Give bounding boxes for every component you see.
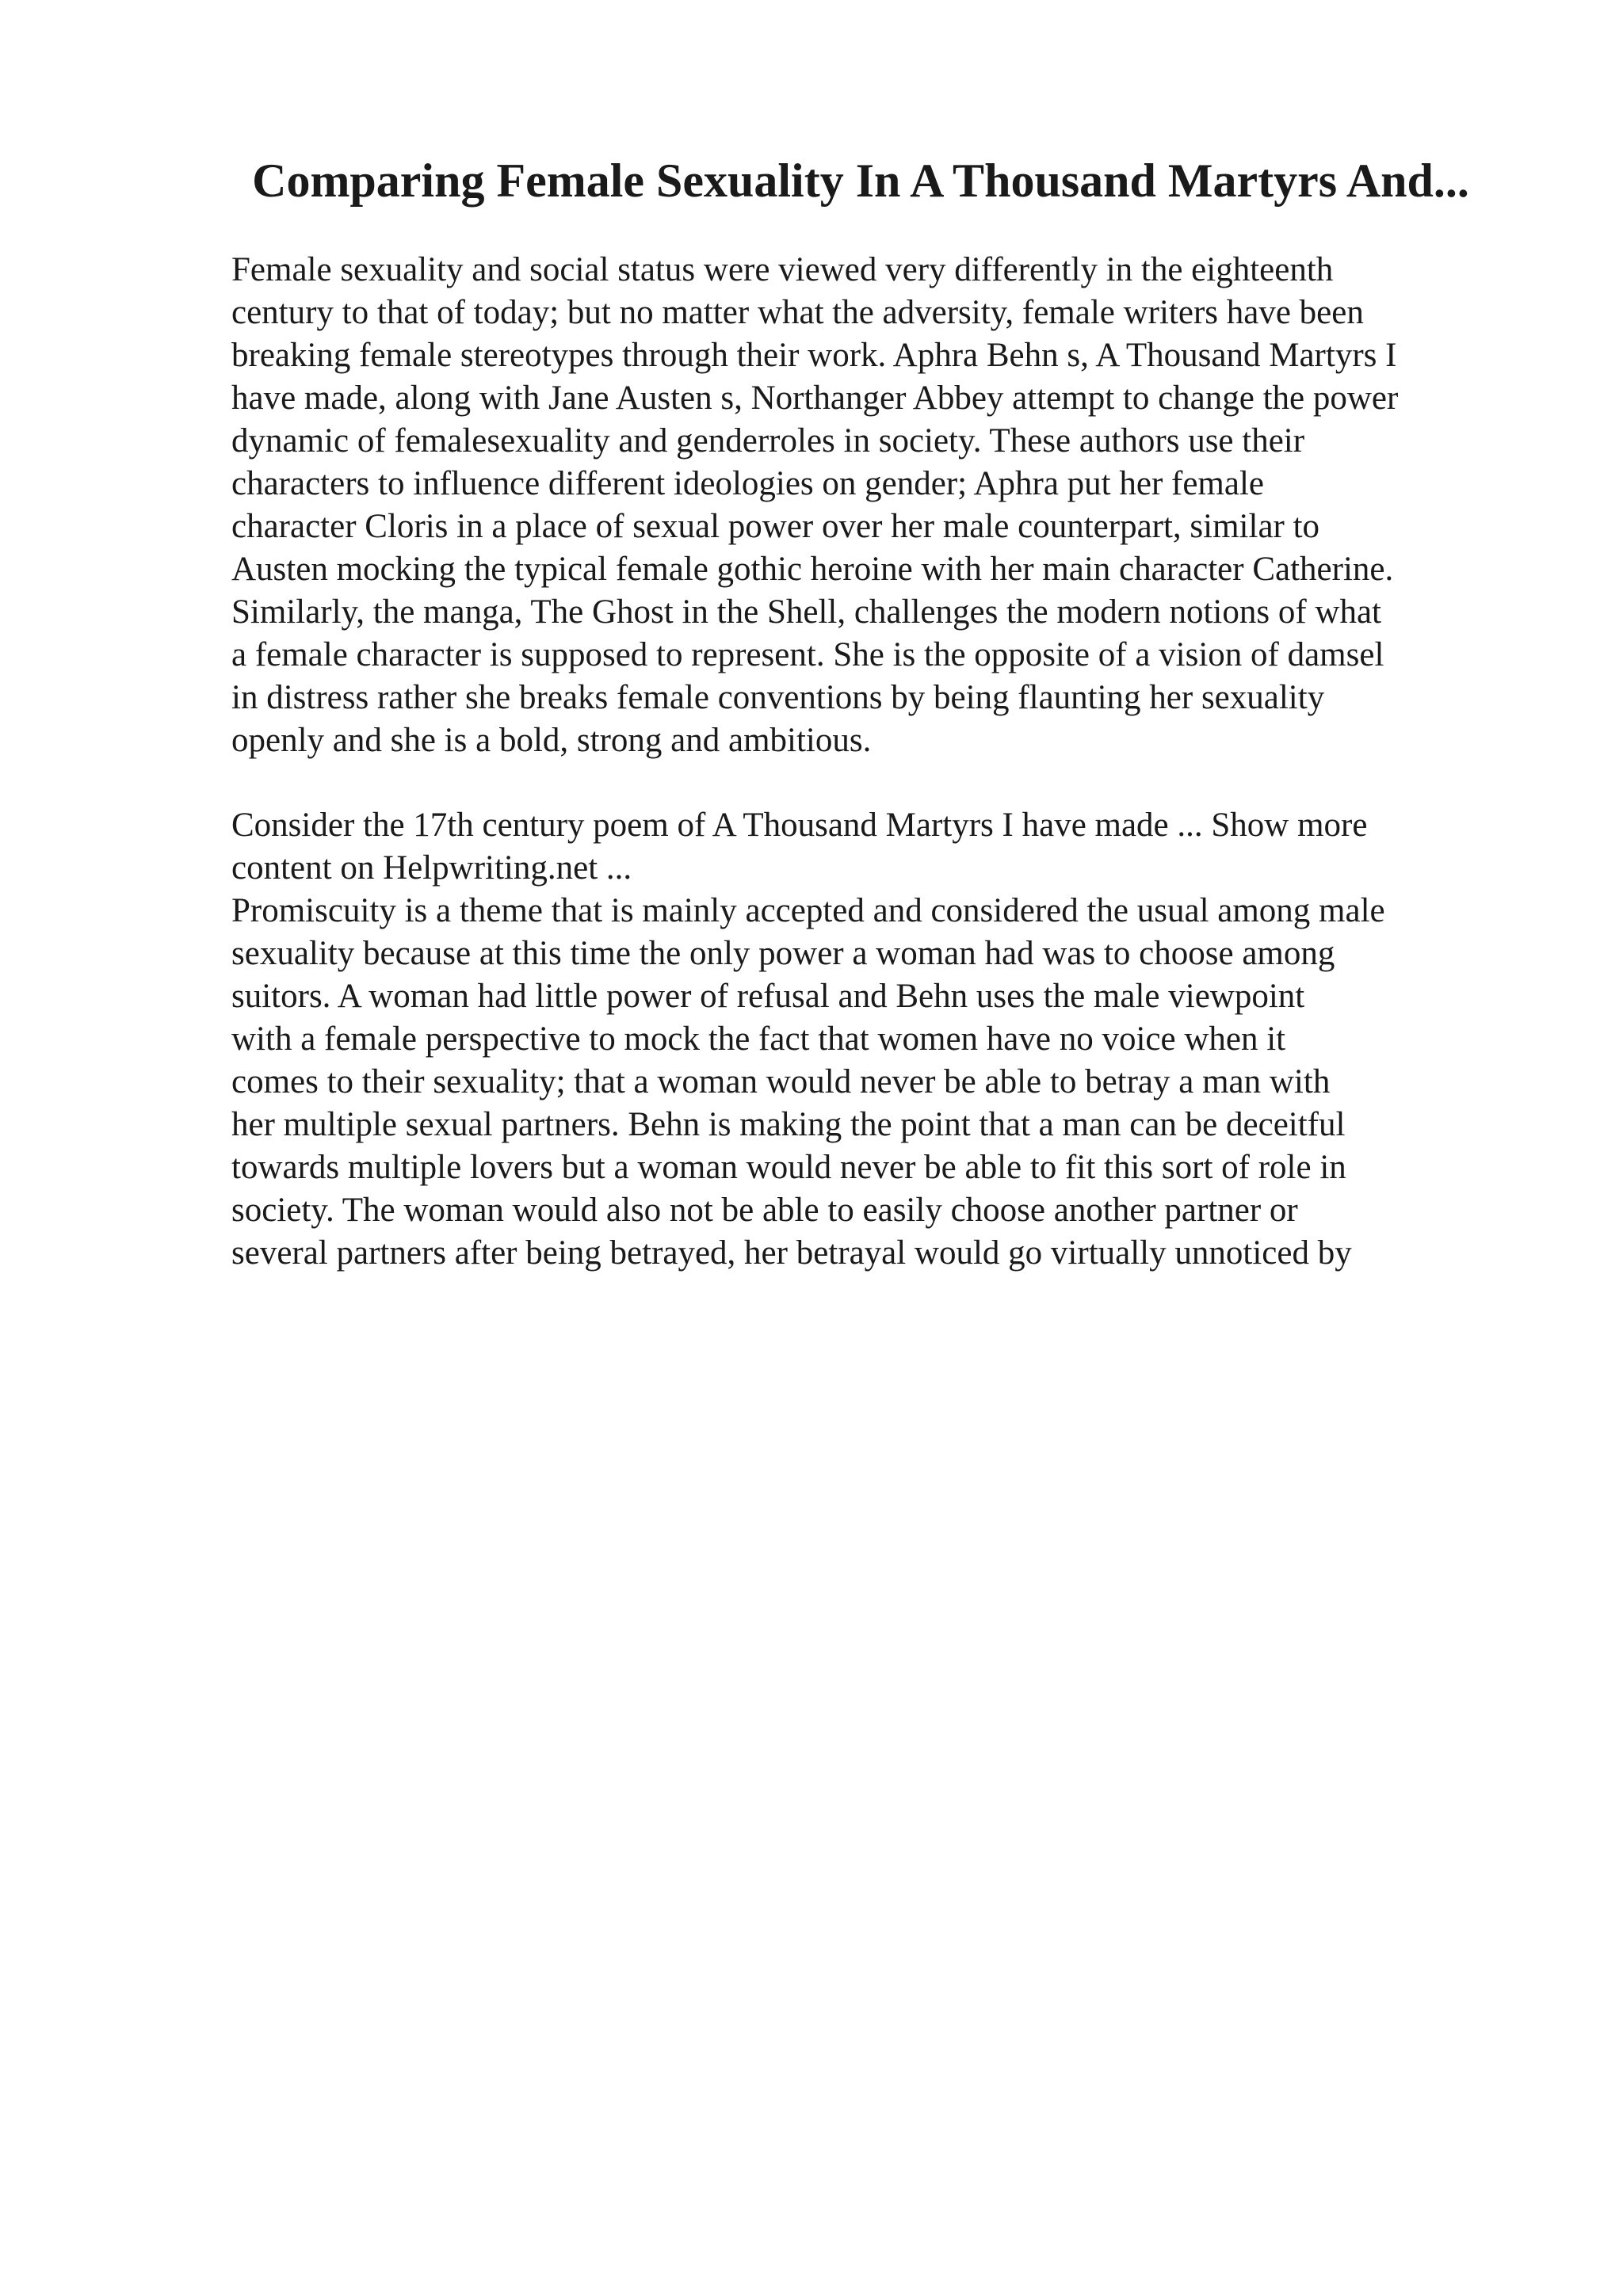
paragraph-show-more — [231, 804, 1594, 890]
text-line: Promiscuity is a theme that is mainly accepted and considered the usual among male — [231, 892, 1385, 929]
text-line: several partners after being betrayed, her betrayal would go virtually unnoticed by — [231, 1234, 1352, 1272]
text-line: Female sexuality and social status were viewed very differently in the eighteenth — [231, 251, 1334, 288]
text-line: character Cloris in a place of sexual power over her male counterpart, similar to — [231, 508, 1320, 545]
text-line: dynamic of femalesexuality and genderroles in society. These authors use their — [231, 422, 1305, 460]
text-line: towards multiple lovers but a woman would never be able to fit this sort of role in — [231, 1149, 1346, 1186]
text-line: sexuality because at this time the only power a woman had was to choose among — [231, 935, 1335, 972]
text-line: Austen mocking the typical female gothic heroine with her main character Catherine. — [231, 551, 1394, 588]
text-line: century to that of today; but no matter what the adversity, female writers have been — [231, 294, 1364, 331]
text-line: have made, along with Jane Austen s, Northanger Abbey attempt to change the power — [231, 379, 1399, 417]
text-line: breaking female stereotypes through their work. Aphra Behn s, A Thousand Martyrs I — [231, 337, 1397, 374]
text-line: a female character is supposed to represent. She is the opposite of a vision of damsel — [231, 636, 1384, 673]
text-line: her multiple sexual partners. Behn is making the point that a man can be deceitful — [231, 1106, 1346, 1143]
paragraph-promiscuity — [231, 890, 1594, 1275]
text-line: society. The woman would also not be able to easily choose another partner or — [231, 1192, 1298, 1229]
paragraph-intro — [231, 249, 1594, 762]
page-title: Comparing Female Sexuality In A Thousand Martyrs And... — [252, 154, 1469, 207]
text-line: openly and she is a bold, strong and ambitious. — [231, 722, 872, 759]
text-line: with a female perspective to mock the fact that women have no voice when it — [231, 1020, 1286, 1058]
text-line: Consider the 17th century poem of A Thousand Martyrs I have made ... Show more — [231, 807, 1368, 844]
text-line: Similarly, the manga, The Ghost in the Shell, challenges the modern notions of what — [231, 593, 1381, 631]
text-line: characters to influence different ideologies on gender; Aphra put her female — [231, 465, 1264, 502]
text-line: content on Helpwriting.net ... — [231, 849, 632, 887]
text-line: comes to their sexuality; that a woman would never be able to betray a man with — [231, 1063, 1331, 1100]
text-line: suitors. A woman had little power of refusal and Behn uses the male viewpoint — [231, 978, 1305, 1015]
text-line: in distress rather she breaks female conventions by being flaunting her sexuality — [231, 679, 1325, 716]
